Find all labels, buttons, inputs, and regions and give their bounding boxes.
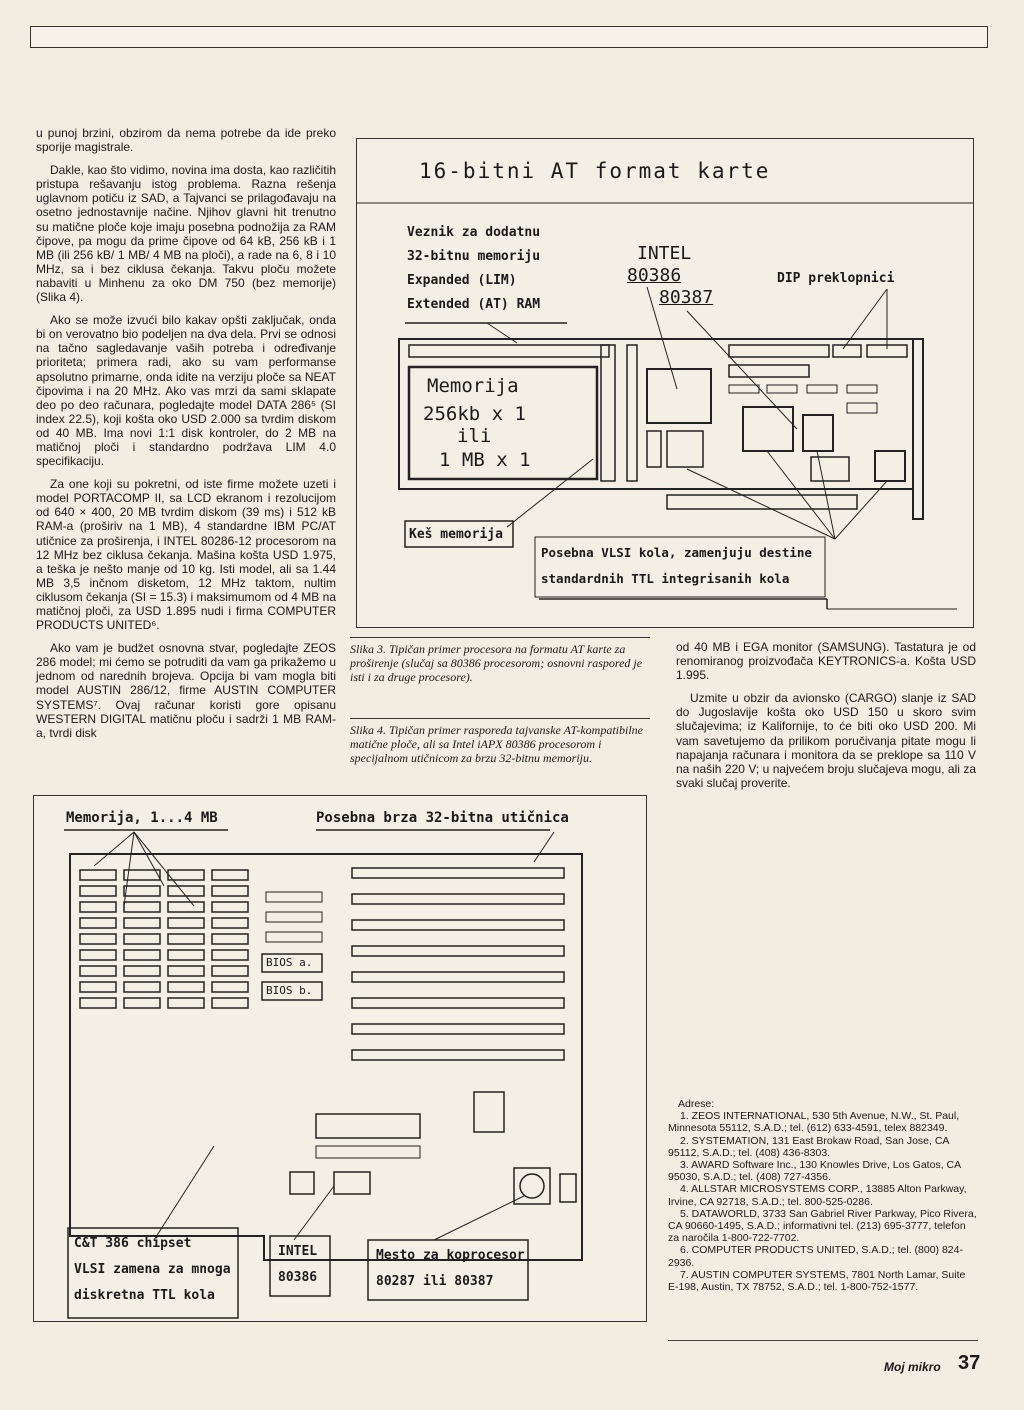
left-text-column	[36, 126, 336, 749]
memory-chip	[168, 950, 204, 960]
coprocessor-label-line: Mesto za koprocesor	[376, 1248, 525, 1263]
memory-chip	[80, 870, 116, 880]
address-item: 2. SYSTEMATION, 131 East Brokaw Road, San Jose, CA 95112, S.A.D.; tel. (408) 436-8303.	[668, 1134, 949, 1159]
memory-chip	[124, 950, 160, 960]
address-item: 6. COMPUTER PRODUCTS UNITED, S.A.D.; tel. (800) 824-2936.	[668, 1244, 963, 1269]
memory-chip	[168, 902, 204, 912]
memory-chip	[80, 966, 116, 976]
memory-chip	[212, 886, 248, 896]
memory-chip	[124, 982, 160, 992]
paragraph: Dakle, kao što vidimo, novina ima dosta, kao različitih pristupa rešavanju istog problema. Razna rešenja uglavnom potiču iz SAD, a Tajvanci se prilagođavaju na osetno jednostavnije načine. Njihov glavni hit trenutno su matične ploče koje imaju posebna podnožija za RAM čipove, pa mogu da prime čipove od 64 kB, 256 kB i 1 MB (ili 256 kB/ 1 MB/ 4 MB na ploči), a rade na 6, 8 i 10 MHz, sa i bez ciklusa čekanja. Takvu ploču možete nabaviti u Minhenu za oko DM 750 (bez memorije) (Slika 4).	[36, 163, 336, 305]
memory-chip	[80, 934, 116, 944]
memory-chip	[80, 998, 116, 1008]
memory-box-line: Memorija	[427, 375, 519, 397]
memory-chip	[212, 982, 248, 992]
intel-label-line: 80386	[278, 1270, 318, 1285]
address-item: 3. AWARD Software Inc., 130 Knowles Drive, Los Gatos, CA 95030, S.A.D.; tel. (408) 727-4356.	[668, 1159, 961, 1184]
paragraph: Ako vam je budžet osnovna stvar, pogledajte ZEOS 286 model; mi ćemo se potruditi da vam ga prikažemo u jednom od narednih brojeva. Opcija bi vam mogla biti model AUSTIN 286/12, firme AUSTIN COMPUTER SYSTEMS⁷. Ovaj računar koristi gore opisanu WESTERN DIGITAL matičnu ploču i sadrži 1 MB RAM-a, tvrdi disk	[36, 641, 336, 740]
connector-label-line: Extended (AT) RAM	[407, 297, 541, 312]
coprocessor-label-line: 80287 ili 80387	[376, 1274, 494, 1289]
memory-box-line: 1 MB x 1	[439, 449, 531, 471]
address-item: 7. AUSTIN COMPUTER SYSTEMS, 7801 North Lamar, Suite E-198, Austin, TX 78752, S.A.D.; tel. 1-800-752-1577.	[668, 1268, 966, 1294]
memory-chip	[168, 870, 204, 880]
address-header: Adrese:	[678, 1098, 715, 1110]
paragraph: Uzmite u obzir da avionsko (CARGO) slanje iz SAD do Jugoslavije košta oko USD 150 u skoro svim slučajevima; iz Kalifornije, to će biti oko USD 200. Mi vam savetujemo da prilikom poručivanja pitate mogu li napajanja računara i monitora da se preklope sa 110 V na naših 220 V; u najvećem broju slučajeva mogu, ali za svaki slučaj proverite.	[676, 691, 976, 790]
memory-chip	[168, 998, 204, 1008]
memory-chip	[168, 886, 204, 896]
intel-label-line: 80387	[659, 287, 714, 308]
memory-chip	[80, 918, 116, 928]
memory-chip	[124, 966, 160, 976]
memory-chip	[168, 934, 204, 944]
expansion-slot	[352, 998, 564, 1008]
memory-chip	[80, 950, 116, 960]
expansion-slot	[352, 946, 564, 956]
memory-chip	[212, 870, 248, 880]
memory-chip	[124, 934, 160, 944]
intel-label-line: 80386	[627, 265, 682, 286]
page-number: 37	[958, 1352, 981, 1374]
memory-chip	[124, 902, 160, 912]
figure-4-caption: Slika 4. Tipičan primer rasporeda tajvanske AT-kompatibilne matične ploče, ali sa Intel iAPX 80386 procesorom i specijalnom utičnicom za brzu 32-bitnu memoriju.	[350, 718, 650, 765]
memory-chip	[168, 918, 204, 928]
expansion-slot	[352, 868, 564, 878]
memory-chip	[212, 966, 248, 976]
memory-label: Memorija, 1...4 MB	[66, 810, 218, 826]
expansion-slot	[352, 894, 564, 904]
address-item: 4. ALLSTAR MICROSYSTEMS CORP., 13885 Alton Parkway, Irvine, CA 92718, S.A.D.; tel. 800-525-0286.	[668, 1183, 967, 1208]
memory-chip	[80, 982, 116, 992]
expansion-slot	[352, 972, 564, 982]
intel-label-line: INTEL	[278, 1244, 318, 1259]
expansion-slot	[352, 920, 564, 930]
figure-3-title: 16-bitni AT format karte	[419, 159, 771, 183]
memory-chip	[124, 998, 160, 1008]
connector-label-line: Veznik za dodatnu	[407, 225, 541, 240]
chipset-label-line: diskretna TTL kola	[74, 1288, 215, 1303]
expansion-slot	[352, 1024, 564, 1034]
address-list	[668, 1098, 978, 1293]
paragraph: Za one koji su pokretni, od iste firme možete uzeti i model PORTACOMP II, sa LCD ekranom i rezolucijom od 640 × 400, 20 MB tvrdim diskom (39 ms) i 512 kB RAM-a (proširiv na 1 MB), 4 standardne IBM PC/AT utičnice za proširenja, i INTEL 80286-12 procesorom na 12 MHz bez ciklusa čekanja. Mašina košta USD 1.975, a teška je nešto manje od 10 kg. Isti model, ali sa 1.44 MB 3,5 inčnom disketom, 12 MHz taktom, nultim ciklusom čekanja (SI = 15.3) i maksimumom od 4 MB na matičnoj ploči, za USD 1.895 nudi i firma COMPUTER PRODUCTS UNITED⁶.	[36, 477, 336, 633]
intel-label-line: INTEL	[637, 243, 692, 264]
memory-chip	[124, 918, 160, 928]
vlsi-label-line: Posebna VLSI kola, zamenjuju destine	[541, 545, 812, 560]
memory-chip	[212, 998, 248, 1008]
vlsi-label-line: standardnih TTL integrisanih kola	[541, 571, 790, 586]
memory-chip	[212, 918, 248, 928]
header-bar	[30, 26, 988, 48]
chipset-label-line: C&T 386 chipset	[74, 1236, 192, 1251]
memory-box-line: ili	[457, 425, 492, 447]
figure-3-caption: Slika 3. Tipičan primer procesora na formatu AT karte za proširenje (slučaj sa 80386 procesorom; osnovni raspored je isti i za druge procesore).	[350, 637, 650, 684]
chipset-label-line: VLSI zamena za mnoga	[74, 1262, 231, 1277]
figure-4-motherboard-diagram	[33, 795, 647, 1322]
right-text-column	[676, 640, 976, 799]
memory-chip	[212, 934, 248, 944]
address-item: 5. DATAWORLD, 3733 San Gabriel River Parkway, Pico Rivera, CA 90660-1495, S.A.D.; informativni tel. (213) 695-3777, telefon za naročila 1-800-722-7702.	[668, 1207, 977, 1245]
connector-label-line: Expanded (LIM)	[407, 273, 517, 288]
expansion-slot	[352, 1050, 564, 1060]
cache-memory-label: Keš memorija	[409, 527, 503, 542]
memory-chip	[168, 966, 204, 976]
connector-label-line: 32-bitnu memoriju	[407, 249, 541, 264]
paragraph: u punoj brzini, obzirom da nema potrebe da ide preko sporije magistrale.	[36, 126, 336, 155]
dip-switch-label: DIP prekl​opnici	[777, 271, 895, 286]
bios-a-label: BIOS a.	[266, 956, 313, 969]
memory-chip	[124, 870, 160, 880]
memory-chip	[124, 886, 160, 896]
memory-box-line: 256kb x 1	[423, 403, 526, 425]
memory-chip	[212, 902, 248, 912]
memory-chip	[212, 950, 248, 960]
footer-rule	[668, 1340, 978, 1341]
figure-3-at-card-diagram	[356, 138, 974, 628]
paragraph: Ako se može izvući bilo kakav opšti zaključak, onda bi on verovatno bio podeljen na dva dela. Prvi se odnosi na tačno sagledavanje vaših potreba i određivanje prioriteta; primera radi, ako su vam performanse apsolutno primarne, onda idite na verziju ploče sa NEAT čipovima i na 20 MHz. Ako vas mrzi da sami sklapate deo po deo računara, pogledajte model DATA 286⁵ (SI index 22.5), koji košta oko USD 2.000 sa tvrdim diskom od 40 MB. Ima novi 1:1 disk kontroler, do 2 MB na matičnoj ploči i standardno podržava LIM 4.0 specifikaciju.	[36, 313, 336, 469]
memory-chip	[80, 902, 116, 912]
memory-chip	[168, 982, 204, 992]
paragraph: od 40 MB i EGA monitor (SAMSUNG). Tastatura je od renomiranog proizvođača KEYTRONICS-a. Košta USD 1.995.	[676, 640, 976, 683]
magazine-name: Moj mikro	[884, 1360, 941, 1374]
bios-b-label: BIOS b.	[266, 984, 313, 997]
memory-chip	[80, 886, 116, 896]
address-item: 1. ZEOS INTERNATIONAL, 530 5th Avenue, N.W., St. Paul, Minnesota 55112, S.A.D.; tel. (612) 633-4591, telex 882349.	[668, 1110, 960, 1135]
fast-slot-label: Posebna brza 32-bitna utičnica	[316, 810, 569, 826]
